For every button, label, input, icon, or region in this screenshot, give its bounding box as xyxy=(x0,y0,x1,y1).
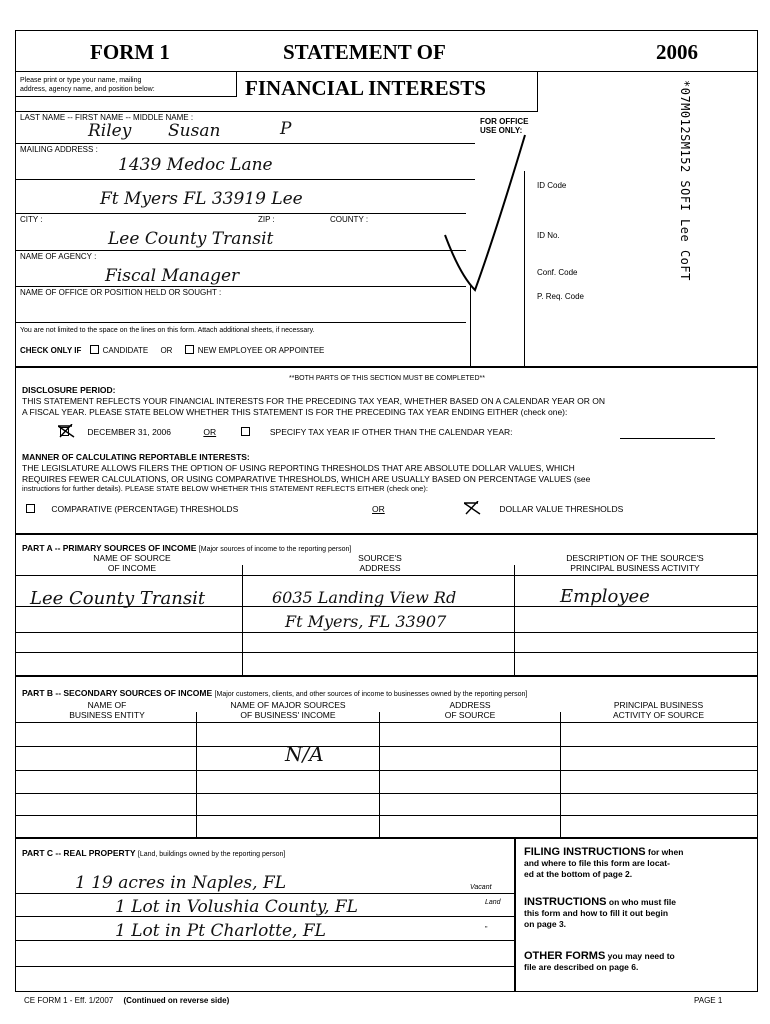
form-title-line2: FINANCIAL INTERESTS xyxy=(245,76,486,100)
checkmark-icon xyxy=(440,125,530,295)
part-a-activity: Employee xyxy=(560,586,650,607)
p-req-code-label: P. Req. Code xyxy=(537,292,584,301)
part-b-title: PART B -- SECONDARY SOURCES OF INCOME [Major customers, clients, and other sources of income to businesses owned by the reporting person] xyxy=(22,688,528,698)
part-c-row1: 1 19 acres in Naples, FL xyxy=(75,873,287,893)
part-b-col4-header: PRINCIPAL BUSINESS ACTIVITY OF SOURCE xyxy=(613,700,704,720)
address-line1: 1439 Medoc Lane xyxy=(118,155,273,175)
id-no-label: ID No. xyxy=(537,231,560,240)
office-position: Fiscal Manager xyxy=(105,266,240,286)
comparative-checkbox[interactable] xyxy=(26,504,35,513)
print-note: Please print or type your name, mailing address, agency name, and position below: xyxy=(20,77,155,93)
manner-text: THE LEGISLATURE ALLOWS FILERS THE OPTION OF USING REPORTING THRESHOLDS THAT ARE ABSOLUTE DOLLAR VALUES, WHICH REQUIRES FEWER CALCULATIONS, OR USING COMPARATIVE THRESHOLDS, WHICH ARE USUALLY BASED ON PERCENTAGE VALUES (see instructions for further details). PLEASE STATE BELOW WHETHER THIS STATEMENT REFLECTS EITHER (check one): xyxy=(22,463,591,493)
form-year: 2006 xyxy=(656,40,698,64)
part-c-row3: 1 Lot in Pt Charlotte, FL xyxy=(115,921,326,941)
who-must-file-instructions: INSTRUCTIONS on who must file this form and how to fill it out begin on page 3. xyxy=(524,896,676,929)
conf-code-label: Conf. Code xyxy=(537,268,578,277)
check-only-row: CHECK ONLY IF CANDIDATE OR NEW EMPLOYEE OR APPOINTEE xyxy=(20,346,325,355)
address-line2: Ft Myers FL 33919 Lee xyxy=(100,189,303,209)
name-label: LAST NAME -- FIRST NAME -- MIDDLE NAME : xyxy=(20,113,194,122)
specify-tax-year-field[interactable] xyxy=(620,438,715,439)
part-b-col1-header: NAME OF BUSINESS ENTITY xyxy=(69,700,145,720)
dollar-threshold-row: DOLLAR VALUE THRESHOLDS xyxy=(466,504,623,514)
agency-label: NAME OF AGENCY : xyxy=(20,252,97,261)
disclosure-period-title: DISCLOSURE PERIOD: xyxy=(22,385,116,395)
office-label: NAME OF OFFICE OR POSITION HELD OR SOUGHT : xyxy=(20,288,222,297)
footer-page-number: PAGE 1 xyxy=(694,996,723,1005)
part-b-col3-header: ADDRESS OF SOURCE xyxy=(444,700,496,720)
office-stamp: *07M012SM152 SOFI Lee CoFT xyxy=(678,80,692,281)
threshold-choice-row: COMPARATIVE (PERCENTAGE) THRESHOLDS xyxy=(26,504,238,514)
part-c-row1-note: Vacant xyxy=(470,884,492,891)
part-b-col2-header: NAME OF MAJOR SOURCES OF BUSINESS' INCOME xyxy=(230,700,346,720)
dec31-checkbox[interactable] xyxy=(60,427,69,436)
space-note: You are not limited to the space on the lines on this form. Attach additional sheets, if necessary. xyxy=(20,327,315,334)
footer-form-id: CE FORM 1 - Eff. 1/2007 (Continued on reverse side) xyxy=(24,996,230,1005)
form-number: FORM 1 xyxy=(90,40,170,64)
period-choice-row: DECEMBER 31, 2006 OR SPECIFY TAX YEAR IF OTHER THAN THE CALENDAR YEAR: xyxy=(60,427,513,437)
part-b-entry: N/A xyxy=(285,742,324,766)
agency-name: Lee County Transit xyxy=(108,229,274,249)
other-forms-instructions: OTHER FORMS you may need to file are described on page 6. xyxy=(524,950,675,972)
filer-first-name: Susan xyxy=(168,121,221,141)
form-title-line1: STATEMENT OF xyxy=(283,40,446,64)
id-code-label: ID Code xyxy=(537,181,567,190)
part-a-col1-header: NAME OF SOURCE OF INCOME xyxy=(93,553,171,573)
both-parts-note: **BOTH PARTS OF THIS SECTION MUST BE COMPLETED** xyxy=(289,375,485,382)
filer-last-name: Riley xyxy=(88,121,132,141)
part-c-row3-note: " xyxy=(485,926,488,933)
part-a-address-line1: 6035 Landing View Rd xyxy=(272,588,457,607)
part-c-title: PART C -- REAL PROPERTY [Land, buildings owned by the reporting person] xyxy=(22,848,286,858)
part-a-title: PART A -- PRIMARY SOURCES OF INCOME [Major sources of income to the reporting person] xyxy=(22,543,352,553)
filer-middle-name: P xyxy=(280,119,292,139)
part-c-row2-note: Land xyxy=(485,899,501,906)
part-a-col2-header: SOURCE'S ADDRESS xyxy=(358,553,402,573)
threshold-or: OR xyxy=(372,504,385,514)
new-employee-checkbox[interactable] xyxy=(185,345,194,354)
part-a-address-line2: Ft Myers, FL 33907 xyxy=(285,612,447,631)
part-c-row2: 1 Lot in Volushia County, FL xyxy=(115,897,358,917)
county-label: COUNTY : xyxy=(330,215,369,224)
part-a-source-name: Lee County Transit xyxy=(30,588,206,609)
zip-label: ZIP : xyxy=(258,215,275,224)
mailing-address-label: MAILING ADDRESS : xyxy=(20,145,98,154)
dollar-checkbox[interactable] xyxy=(466,504,475,513)
city-label: CITY : xyxy=(20,215,43,224)
disclosure-period-text: THIS STATEMENT REFLECTS YOUR FINANCIAL INTERESTS FOR THE PRECEDING TAX YEAR, WHETHER BASED ON A CALENDAR YEAR OR ON A FISCAL YEAR. PLEASE STATE BELOW WHETHER THIS STATEMENT IS FOR THE PRECEDING TAX YEAR ENDING EITHER (check one): xyxy=(22,396,605,417)
manner-title: MANNER OF CALCULATING REPORTABLE INTERESTS: xyxy=(22,452,250,462)
part-a-col3-header: DESCRIPTION OF THE SOURCE'S PRINCIPAL BUSINESS ACTIVITY xyxy=(566,553,704,573)
specify-tax-year-checkbox[interactable] xyxy=(241,427,250,436)
candidate-checkbox[interactable] xyxy=(90,345,99,354)
office-use-label: FOR OFFICE USE ONLY: xyxy=(480,117,529,135)
filing-instructions: FILING INSTRUCTIONS for when and where to file this form are locat- ed at the bottom of page 2. xyxy=(524,846,684,879)
